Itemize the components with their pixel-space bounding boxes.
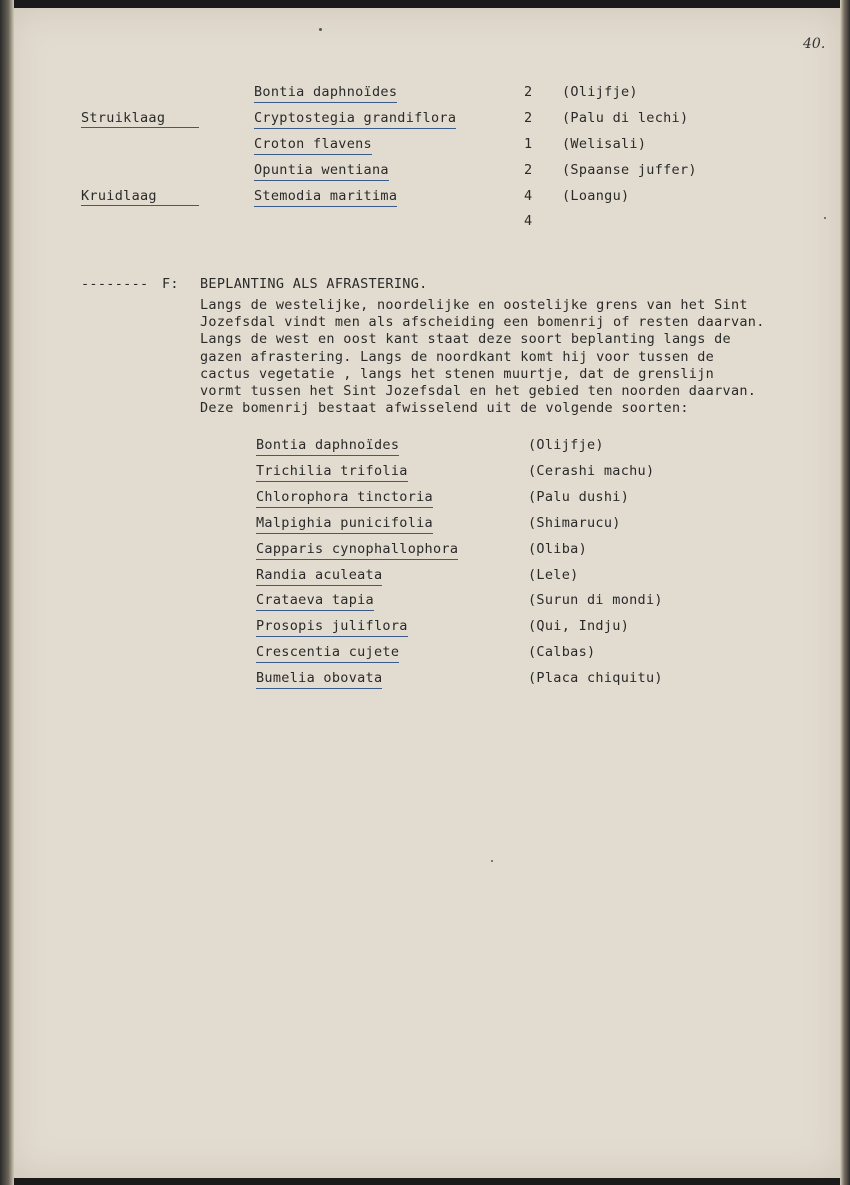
species-name: Capparis cynophallophora — [256, 541, 458, 560]
section-dashes: -------- — [81, 276, 149, 292]
local-name: (Cerashi machu) — [528, 462, 655, 479]
paragraph-line: gazen afrastering. Langs de noordkant komt hij voor tussen de — [200, 348, 715, 365]
paragraph-line: Langs de west en oost kant staat deze soort beplanting langs de — [200, 331, 731, 348]
paper-speck — [824, 217, 826, 219]
page-right-edge — [840, 0, 850, 1185]
layer-label: Kruidlaag — [81, 188, 199, 206]
section-paragraph — [200, 297, 820, 417]
trailing-mark: 4 — [524, 213, 533, 229]
species-count: 2 — [524, 84, 533, 100]
species-count: 2 — [524, 110, 533, 126]
species-name: Trichilia trifolia — [256, 463, 408, 482]
species-name: Stemodia maritima — [254, 188, 397, 207]
species-name: Randia aculeata — [256, 567, 382, 586]
local-name: (Palu dushi) — [528, 488, 630, 505]
local-name: (Shimarucu) — [528, 514, 621, 531]
local-name: (Lele) — [528, 566, 579, 583]
paragraph-line: Langs de westelijke, noordelijke en oostelijke grens van het Sint — [200, 297, 748, 313]
paper-speck — [491, 860, 493, 862]
local-name: (Welisali) — [562, 136, 647, 152]
local-name: (Loangu) — [562, 188, 630, 204]
species-name: Prosopis juliflora — [256, 618, 408, 637]
species-count: 1 — [524, 136, 533, 152]
local-name: (Oliba) — [528, 540, 587, 557]
species-name: Bontia daphnoïdes — [256, 437, 399, 456]
paragraph-line: Jozefsdal vindt men als afscheiding een bomenrij of resten daarvan. — [200, 314, 765, 331]
species-name: Chlorophora tinctoria — [256, 489, 433, 508]
local-name: (Olijfje) — [562, 84, 638, 100]
page-number: 40. — [803, 36, 826, 52]
paper-speck — [319, 28, 322, 31]
species-name: Crataeva tapia — [256, 592, 374, 611]
binding-edge — [0, 0, 14, 1185]
local-name: (Calbas) — [528, 644, 596, 661]
layer-label: Struiklaag — [81, 110, 199, 128]
local-name: (Olijfje) — [528, 437, 604, 453]
paragraph-line: cactus vegetatie , langs het stenen muurtje, dat de grenslijn — [200, 365, 715, 382]
paragraph-line: Deze bomenrij bestaat afwisselend uit de volgende soorten: — [200, 400, 689, 417]
local-name: (Qui, Indju) — [528, 618, 630, 635]
species-count: 2 — [524, 162, 533, 178]
species-count: 4 — [524, 188, 533, 204]
species-name: Crescentia cujete — [256, 644, 399, 663]
local-name: (Spaanse juffer) — [562, 162, 697, 178]
local-name: (Placa chiquitu) — [528, 670, 663, 687]
section-heading: BEPLANTING ALS AFRASTERING. — [200, 276, 428, 292]
section-letter: F: — [162, 276, 179, 292]
species-name: Croton flavens — [254, 136, 372, 155]
species-name: Cryptostegia grandiflora — [254, 110, 456, 129]
local-name: (Palu di lechi) — [562, 110, 689, 126]
species-name: Malpighia punicifolia — [256, 515, 433, 534]
species-name: Bumelia obovata — [256, 670, 382, 689]
local-name: (Surun di mondi) — [528, 592, 663, 609]
species-name: Bontia daphnoïdes — [254, 84, 397, 103]
paragraph-line: vormt tussen het Sint Jozefsdal en het gebied ten noorden daarvan. — [200, 383, 757, 400]
species-name: Opuntia wentiana — [254, 162, 389, 181]
document-page — [8, 8, 842, 1178]
